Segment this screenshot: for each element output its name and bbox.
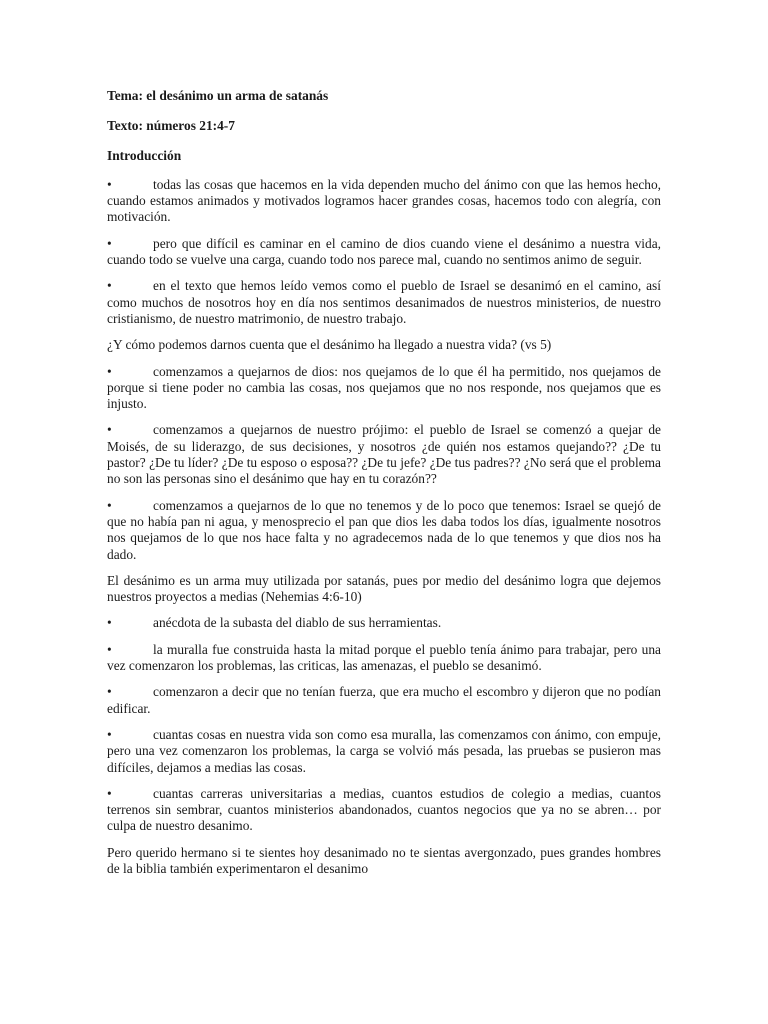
bullet-item xyxy=(107,278,661,327)
bullet-text: cuantas carreras universitarias a medias, cuantos estudios de colegio a medias, cuantos terrenos sin sembrar, cuantos ministerios abandonados, cuantos negocios que ya no se abren… por culpa de nuestro desanimo. xyxy=(107,785,661,834)
bullet-item xyxy=(107,236,661,269)
bullet-text: cuantas cosas en nuestra vida son como esa muralla, las comenzamos con ánimo, con empuje, pero una vez comenzaron los problemas, la carga se volvió más pesada, las pruebas se pusieron mas difíciles, dejamos a medias las cosas. xyxy=(107,726,661,775)
bullet-text: anécdota de la subasta del diablo de sus herramientas. xyxy=(153,615,442,631)
bullet-text: la muralla fue construida hasta la mitad porque el pueblo tenía ánimo para trabajar, pero una vez comenzaron los problemas, las criticas, las amenazas, el pueblo se desanimó. xyxy=(107,641,661,674)
bullet-item xyxy=(107,615,661,631)
bullet-text: en el texto que hemos leído vemos como el pueblo de Israel se desanimó en el camino, así como muchos de nosotros hoy en día nos sentimos desanimados de nuestros ministerios, de nuestro cristianismo, de nuestro matrimonio, de nuestro trabajo. xyxy=(107,278,661,326)
bullet-item xyxy=(107,498,661,563)
bullet-text: comenzamos a quejarnos de dios: nos quejamos de lo que él ha permitido, nos quejamos de porque si tiene poder no cambia las cosas, nos quejamos que no nos responde, nos quejamos que es injusto. xyxy=(107,363,661,412)
question-paragraph: ¿Y cómo podemos darnos cuenta que el desánimo ha llegado a nuestra vida? (vs 5) xyxy=(107,337,552,353)
bullet-icon: • xyxy=(107,785,112,801)
bullet-item xyxy=(107,364,661,413)
bullet-text: comenzamos a quejarnos de nuestro prójimo: el pueblo de Israel se comenzó a quejar de Moisés, de su liderazgo, de sus decisiones, y nosotros ¿de quién nos estamos quejando?? ¿De tu pastor? ¿De tu líder? ¿De tu esposo o esposa?? ¿De tu jefe? ¿De tus padres?? ¿No será que el problema no son las personas sino el desánimo que hay en tu corazón?? xyxy=(107,422,661,487)
bullet-icon: • xyxy=(107,278,112,294)
bullet-text: comenzaron a decir que no tenían fuerza, que era mucho el escombro y dijeron que no podían edificar. xyxy=(107,684,661,716)
bullet-text: comenzamos a quejarnos de lo que no tenemos y de lo poco que tenemos: Israel se quejó de que no había pan ni agua, y menosprecio el pan que dios les daba todos los días, igualmente nosotros nos quejamos de lo que nos hace falta y no agradecemos nada de lo que tenemos y que dios nos ha dado. xyxy=(107,497,661,562)
bullet-icon: • xyxy=(107,363,112,379)
bullet-item xyxy=(107,727,661,776)
bullet-item xyxy=(107,786,661,835)
bullet-item xyxy=(107,684,661,717)
document-title: Tema: el desánimo un arma de satanás xyxy=(107,88,329,103)
bullet-item xyxy=(107,422,661,487)
document-page xyxy=(107,88,661,887)
closing-paragraph: Pero querido hermano si te sientes hoy desanimado no te sientas avergonzado, pues grandes hombres de la biblia también experimentaron el desanimo xyxy=(107,844,661,876)
bullet-icon: • xyxy=(107,726,112,742)
bullet-icon: • xyxy=(107,641,112,657)
bullet-item xyxy=(107,642,661,675)
bullet-icon: • xyxy=(107,684,112,700)
bullet-icon: • xyxy=(107,235,112,251)
intro-heading: Introducción xyxy=(107,147,182,163)
bullet-icon: • xyxy=(107,497,112,513)
bullet-icon: • xyxy=(107,176,112,192)
scripture-reference: Texto: números 21:4-7 xyxy=(107,118,235,134)
bullet-icon: • xyxy=(107,422,112,438)
bullet-text: pero que difícil es caminar en el camino de dios cuando viene el desánimo a nuestra vida, cuando todo se vuelve una carga, cuando todo nos parece mal, cuando no sentimos animo de seguir. xyxy=(107,235,661,268)
bullet-item xyxy=(107,177,661,226)
weapon-paragraph: El desánimo es un arma muy utilizada por satanás, pues por medio del desánimo logra que dejemos nuestros proyectos a medias (Nehemias 4:6-10) xyxy=(107,572,661,605)
bullet-text: todas las cosas que hacemos en la vida dependen mucho del ánimo con que las hemos hecho, cuando estamos animados y motivados logramos hacer grandes cosas, hacemos todo con alegría, con motivación. xyxy=(107,176,661,225)
bullet-icon: • xyxy=(107,615,112,631)
